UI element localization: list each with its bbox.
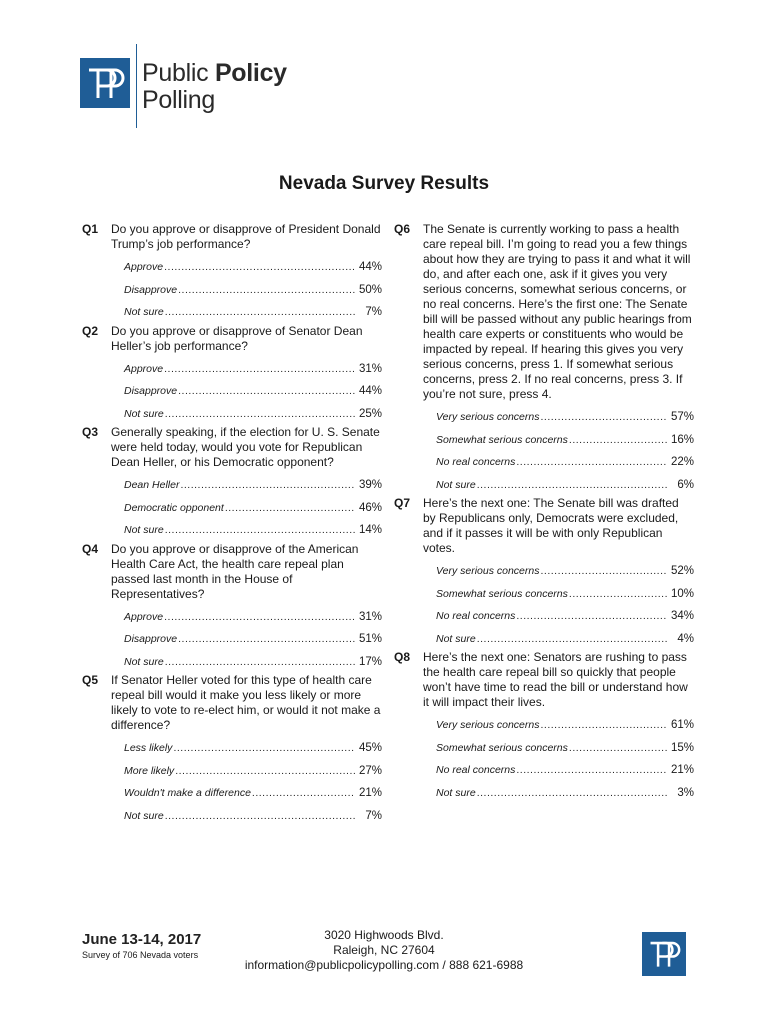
answer-row: [124, 380, 382, 403]
answer-row: [124, 358, 382, 381]
answer-percent: 31%: [358, 610, 382, 623]
answer-percent: 16%: [670, 433, 694, 446]
dot-leader: [165, 519, 355, 542]
dot-leader: [541, 406, 668, 429]
answer-list: [124, 737, 382, 827]
dot-leader: [477, 782, 667, 805]
answer-list: [124, 256, 382, 324]
question-q5: [82, 673, 382, 827]
answer-percent: 17%: [358, 655, 382, 668]
answer-percent: 7%: [365, 809, 382, 822]
logo-wordmark: [142, 60, 287, 114]
logo-word-polling: Polling: [142, 86, 215, 114]
dot-leader: [516, 451, 667, 474]
answer-label: Approve: [124, 261, 164, 273]
answer-label: Somewhat serious concerns: [436, 587, 568, 600]
question-q4: [82, 542, 382, 674]
dot-leader: [516, 759, 667, 782]
answer-row: [436, 714, 694, 737]
answer-row: [124, 519, 382, 542]
answer-percent: 27%: [358, 764, 382, 777]
dot-leader: [164, 606, 355, 629]
answer-percent: 44%: [358, 261, 382, 273]
answer-label: Not sure: [124, 407, 164, 420]
answer-percent: 57%: [670, 411, 694, 423]
answer-label: Not sure: [124, 306, 164, 318]
answer-percent: 25%: [358, 407, 382, 420]
question-text: Generally speaking, if the election for U. S. Senate were held today, would you vote for Republican Dean Heller, or his Democratic opponent?: [111, 425, 380, 469]
dot-leader: [165, 651, 355, 674]
answer-row: [436, 605, 694, 628]
answer-row: [436, 560, 694, 583]
answer-row: [124, 497, 382, 520]
answer-row: [124, 628, 382, 651]
ppp-logo-mark: [80, 58, 130, 108]
answer-label: Not sure: [436, 786, 476, 799]
dot-leader: [569, 737, 667, 760]
answer-label: More likely: [124, 764, 175, 777]
question-text: Do you approve or disapprove of President Donald Trump’s job performance?: [111, 222, 381, 251]
question-number: Q2: [82, 323, 99, 338]
question-text: If Senator Heller voted for this type of health care repeal bill would it make you less likely or more likely to vote to re-elect him, or would it not make a difference?: [111, 673, 381, 732]
answer-label: Very serious concerns: [436, 411, 540, 423]
right-column: [394, 222, 694, 804]
answer-percent: 50%: [358, 283, 382, 296]
answer-row: [124, 279, 382, 302]
logo-word-policy: Policy: [214, 59, 287, 87]
answer-row: [124, 606, 382, 629]
answer-list: [124, 358, 382, 426]
answer-percent: 21%: [358, 787, 382, 799]
answer-label: No real concerns: [436, 764, 516, 776]
dot-leader: [225, 497, 355, 520]
answer-list: [124, 606, 382, 674]
answer-row: [436, 737, 694, 760]
address-city: Raleigh, NC 27604: [333, 943, 435, 957]
answer-row: [436, 429, 694, 452]
question-number: Q5: [82, 673, 99, 687]
dot-leader: [173, 737, 355, 760]
dot-leader: [252, 782, 355, 805]
answer-percent: 34%: [670, 610, 694, 622]
answer-label: Somewhat serious concerns: [436, 741, 568, 754]
dot-leader: [165, 403, 355, 426]
answer-label: Somewhat serious concerns: [436, 433, 568, 446]
dot-leader: [180, 474, 355, 497]
question-q3: [82, 425, 382, 542]
dot-leader: [165, 805, 355, 828]
answer-label: Not sure: [124, 524, 164, 536]
question-q8: [394, 650, 694, 804]
answer-row: [436, 759, 694, 782]
answer-row: [436, 782, 694, 805]
left-column: [82, 222, 382, 827]
answer-row: [124, 301, 382, 324]
dot-leader: [477, 474, 667, 497]
answer-label: Approve: [124, 610, 164, 623]
answer-label: Dean Heller: [124, 479, 180, 491]
question-number: Q8: [394, 650, 411, 664]
answer-label: No real concerns: [436, 456, 516, 468]
question-text: Do you approve or disapprove of Senator Dean Heller’s job performance?: [111, 323, 363, 353]
question-q7: [394, 496, 694, 650]
answer-list: [436, 560, 694, 650]
answer-percent: 7%: [365, 306, 382, 318]
answer-row: [436, 451, 694, 474]
question-text: Do you approve or disapprove of the American Health Care Act, the health care repeal plan passed last month in the House of Representatives?: [111, 541, 359, 601]
answer-label: Disapprove: [124, 283, 178, 296]
question-q6: [394, 222, 694, 496]
answer-percent: 4%: [677, 632, 694, 645]
dot-leader: [516, 605, 667, 628]
page-title: Nevada Survey Results: [278, 173, 490, 194]
answer-row: [124, 474, 382, 497]
answer-label: Democratic opponent: [124, 501, 224, 514]
answer-percent: 52%: [670, 565, 694, 577]
dot-leader: [164, 256, 355, 279]
question-text: Here’s the next one: Senators are rushing to pass the health care repeal bill so quickly that people won’t have time to read the bill or understand how it will impact their lives.: [423, 650, 688, 709]
address-street: 3020 Highwoods Blvd.: [324, 928, 444, 942]
answer-label: Approve: [124, 362, 164, 375]
answer-label: Wouldn't make a difference: [124, 787, 251, 799]
logo-word-public: Public: [142, 59, 215, 87]
answer-percent: 3%: [677, 786, 694, 799]
answer-label: Very serious concerns: [436, 719, 540, 731]
question-text: The Senate is currently working to pass a health care repeal bill. I’m going to read you a few things about how they are trying to pass it and what it will do, and after each one, ask if it gives you very serious concerns, somewhat serious concerns, or no real concerns. Here’s the first one: The Senate bill will be passed without any public hearings from health care experts or constituents who would be impacted by repeal. If hearing this gives you very serious concerns, press 1. If somewhat serious concerns, press 2. If no real concerns, press 3. If you’re not sure, press 4.: [423, 222, 692, 401]
answer-label: Not sure: [436, 478, 476, 491]
answer-percent: 22%: [670, 456, 694, 468]
survey-date: June 13-14, 2017: [82, 931, 202, 948]
dot-leader: [477, 628, 667, 651]
answer-list: [436, 714, 694, 804]
footer-date-block: [82, 931, 201, 960]
contact-info: information@publicpolicypolling.com / 888 621-6988: [244, 958, 524, 972]
question-number: Q4: [82, 541, 99, 556]
dot-leader: [569, 583, 667, 606]
logo-divider: [136, 44, 137, 128]
answer-percent: 6%: [677, 478, 694, 491]
survey-sample: Survey of 706 Nevada voters: [82, 950, 199, 960]
answer-row: [124, 256, 382, 279]
answer-percent: 14%: [358, 524, 382, 536]
question-number: Q3: [82, 425, 99, 439]
answer-percent: 39%: [358, 479, 382, 491]
answer-list: [124, 474, 382, 542]
dot-leader: [175, 760, 355, 783]
answer-label: No real concerns: [436, 610, 516, 622]
answer-percent: 46%: [358, 501, 382, 514]
dot-leader: [541, 714, 668, 737]
dot-leader: [569, 429, 667, 452]
footer-address: [200, 928, 568, 973]
footer-logo-mark: [642, 932, 686, 976]
question-number: Q7: [394, 496, 411, 510]
answer-percent: 51%: [358, 633, 382, 645]
answer-row: [436, 583, 694, 606]
answer-percent: 44%: [358, 385, 382, 397]
answer-percent: 61%: [670, 719, 694, 731]
answer-label: Disapprove: [124, 385, 178, 397]
dot-leader: [178, 628, 355, 651]
answer-row: [124, 760, 382, 783]
answer-row: [436, 628, 694, 651]
question-q2: [82, 324, 382, 426]
question-text: Here’s the next one: The Senate bill was drafted by Republicans only, Democrats were excluded, and if it passes it will be with only Republican votes.: [423, 496, 679, 555]
answer-percent: 21%: [670, 764, 694, 776]
dot-leader: [165, 301, 355, 324]
ppp-logo: [80, 44, 310, 128]
answer-percent: 45%: [358, 742, 382, 754]
answer-label: Not sure: [436, 632, 476, 645]
dot-leader: [164, 358, 355, 381]
answer-label: Less likely: [124, 742, 173, 754]
question-number: Q1: [82, 222, 99, 236]
answer-percent: 10%: [670, 587, 694, 600]
question-number: Q6: [394, 222, 411, 236]
answer-label: Disapprove: [124, 633, 178, 645]
answer-row: [124, 805, 382, 828]
answer-row: [436, 406, 694, 429]
answer-list: [436, 406, 694, 496]
answer-label: Not sure: [124, 655, 164, 668]
answer-row: [124, 737, 382, 760]
dot-leader: [178, 380, 355, 403]
dot-leader: [541, 560, 668, 583]
answer-row: [124, 782, 382, 805]
answer-label: Very serious concerns: [436, 565, 540, 577]
dot-leader: [178, 279, 355, 302]
answer-percent: 31%: [358, 362, 382, 375]
answer-label: Not sure: [124, 809, 164, 822]
answer-row: [124, 651, 382, 674]
answer-row: [124, 403, 382, 426]
answer-row: [436, 474, 694, 497]
answer-percent: 15%: [670, 741, 694, 754]
question-q1: [82, 222, 382, 324]
